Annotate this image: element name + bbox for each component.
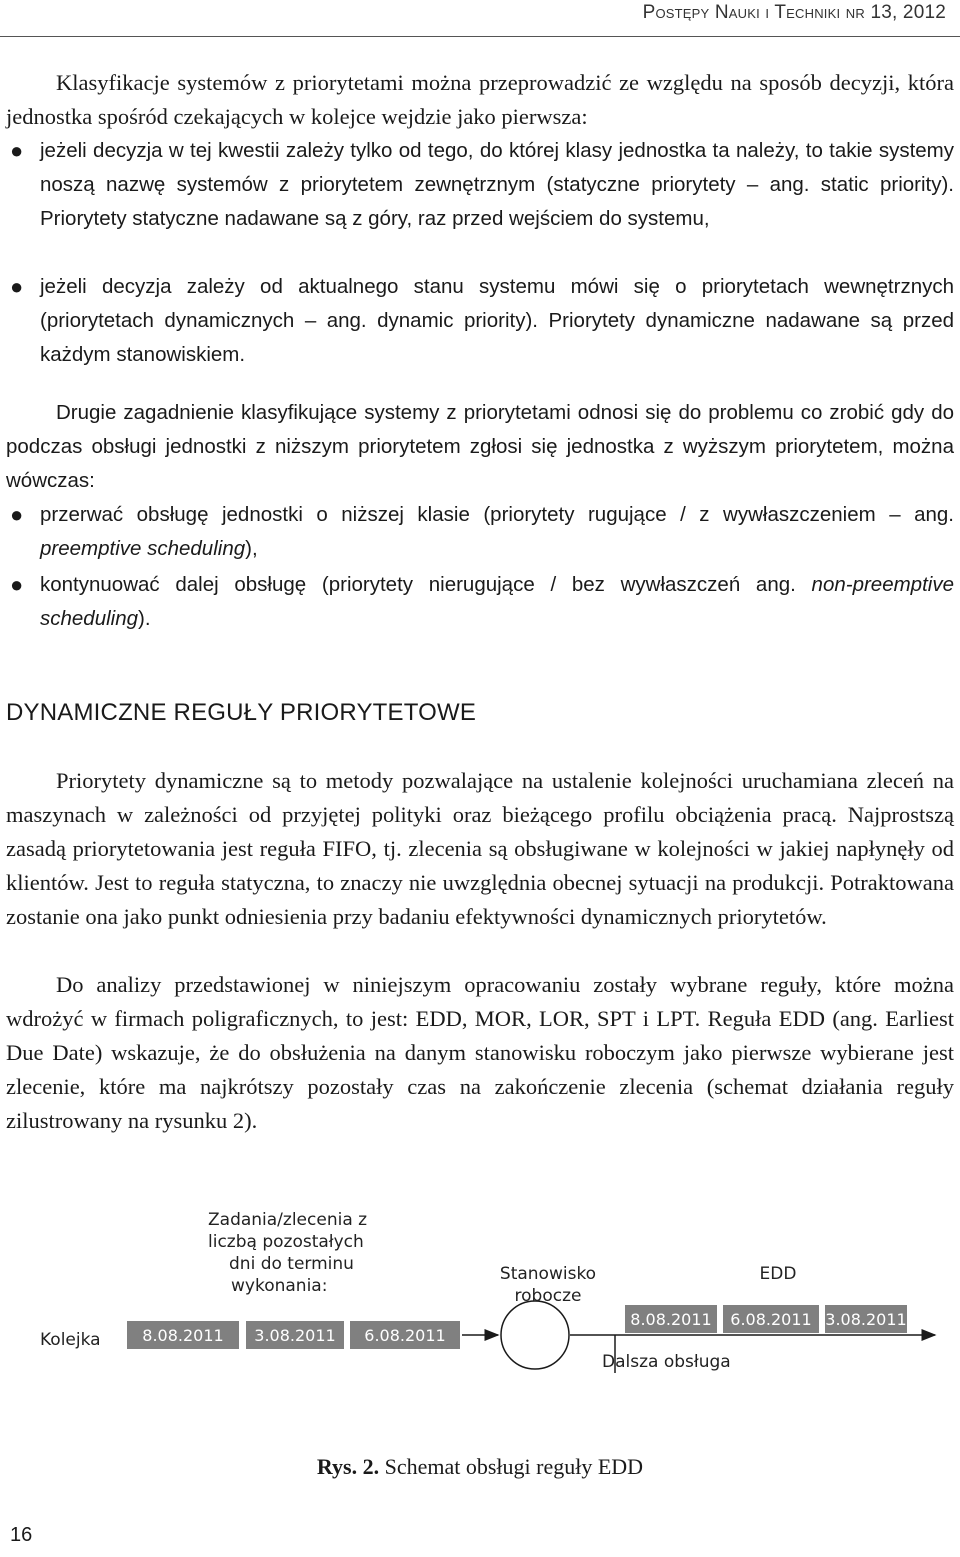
running-header: Postępy Nauki i Techniki nr 13, 2012 bbox=[642, 2, 946, 23]
edd-item-2-label: 6.08.2011 bbox=[730, 1310, 812, 1329]
tasks-label-line-3: dni do terminu bbox=[229, 1254, 354, 1274]
header-rule bbox=[0, 36, 960, 37]
tasks-label-line-4: wykonania: bbox=[231, 1276, 328, 1296]
intro-bullet-2-text: jeżeli decyzja zależy od aktualnego stanu systemu mówi się o priorytetach wewnętrznych (priorytetach dynamicznych – ang. dynamic priority). Priorytety dynamiczne nadawane są przed każdym stanowiskiem. bbox=[40, 275, 954, 366]
edd-item-2 bbox=[723, 1305, 819, 1333]
section-paragraph-1: Priorytety dynamiczne są to metody pozwalające na ustalenie kolejności uruchamiana zleceń na maszynach w zależności od przyjętej polityki oraz bieżącego profilu obciążenia pracą. Najprostszą zasadą priorytetowania jest reguła FIFO, tj. zlecenia są obsługiwane w kolejności w jakiej napłynęły od klientów. Jest to reguła statyczna, to znaczy nie uwzględnia obecnej sytuacji na produkcji. Potraktowana zostanie ona jako punkt odniesienia przy badaniu efektywności dynamicznych priorytetów. bbox=[6, 768, 954, 929]
second-bullet-2 bbox=[6, 568, 954, 636]
bullet-icon: ● bbox=[10, 138, 24, 163]
queue-item-2 bbox=[246, 1321, 344, 1349]
bullet-icon: ● bbox=[10, 502, 24, 527]
page-number: 16 bbox=[10, 1524, 33, 1546]
second-paragraph: Drugie zagadnienie klasyfikujące systemy z priorytetami odnosi się do problemu co zrobić gdy do podczas obsługi jednostki z niższym priorytetem zgłosi się jednostka z wyższym priorytetem, można wówczas: bbox=[6, 401, 954, 492]
second-bullet-1-italic: preemptive scheduling bbox=[40, 537, 246, 560]
second-bullet-2-text-a: kontynuować dalej obsługę (priorytety nierugujące / bez wywłaszczeń ang. bbox=[40, 573, 812, 596]
edd-diagram-svg bbox=[30, 1195, 950, 1395]
queue-label: Kolejka bbox=[40, 1330, 101, 1350]
station-label-line-1: Stanowisko bbox=[499, 1264, 597, 1284]
intro-bullet-2 bbox=[6, 270, 954, 372]
edd-item-1 bbox=[625, 1305, 717, 1333]
section-title: DYNAMICZNE REGUŁY PRIORYTETOWE bbox=[6, 699, 477, 726]
edd-item-3-label: 3.08.2011 bbox=[825, 1310, 907, 1329]
edd-item-1-label: 8.08.2011 bbox=[630, 1310, 712, 1329]
second-bullet-2-italic: non-preemptive scheduling bbox=[40, 573, 954, 630]
queue-item-1-label: 8.08.2011 bbox=[142, 1326, 224, 1345]
queue-item-2-label: 3.08.2011 bbox=[254, 1326, 336, 1345]
figure-caption bbox=[0, 1454, 960, 1480]
second-bullet-2-text-b: ). bbox=[138, 607, 151, 630]
queue-item-1 bbox=[127, 1321, 239, 1349]
edd-label: EDD bbox=[759, 1264, 797, 1284]
intro-bullet-1 bbox=[6, 134, 954, 236]
second-bullet-1-text-b: ), bbox=[245, 537, 258, 560]
second-bullet-1 bbox=[6, 498, 954, 566]
station-label-line-2: robocze bbox=[514, 1286, 582, 1306]
section-paragraph-2: Do analizy przedstawionej w niniejszym opracowaniu zostały wybrane reguły, które można wdrożyć w firmach poligraficznych, to jest: EDD, MOR, LOR, SPT i LPT. Reguła EDD (ang. Earliest Due Date) wskazuje, że do obsłużenia na danym stanowisku roboczym jako pierwsze wybierane jest zlecenie, które ma najkrótszy pozostały czas na zakończenie zlecenia (schemat działania reguły zilustrowany na rysunku 2). bbox=[6, 972, 954, 1133]
edd-item-3 bbox=[825, 1305, 907, 1333]
second-bullet-1-text-a: przerwać obsługę jednostki o niższej klasie (priorytety rugujące / z wywłaszczeniem – ang. bbox=[40, 503, 954, 526]
next-label: Dalsza obsługa bbox=[602, 1352, 731, 1372]
tasks-label-line-2: liczbą pozostałych bbox=[208, 1232, 364, 1252]
queue-item-3 bbox=[350, 1321, 460, 1349]
tasks-label-line-1: Zadania/zlecenia z bbox=[208, 1210, 368, 1230]
queue-item-3-label: 6.08.2011 bbox=[364, 1326, 446, 1345]
intro-bullet-1-text: jeżeli decyzja w tej kwestii zależy tylko od tego, do której klasy jednostka ta należy, to takie systemy noszą nazwę systemów z priorytetem zewnętrznym (statyczne priorytety – ang. static priority). Priorytety statyczne nadawane są z góry, raz przed wejściem do systemu, bbox=[40, 139, 954, 230]
station-circle bbox=[501, 1301, 569, 1369]
figure-caption-text: Schemat obsługi reguły EDD bbox=[379, 1454, 644, 1479]
bullet-icon: ● bbox=[10, 572, 24, 597]
bullet-icon: ● bbox=[10, 274, 24, 299]
figure-caption-label: Rys. 2. bbox=[316, 1454, 380, 1479]
intro-paragraph: Klasyfikacje systemów z priorytetami można przeprowadzić ze względu na sposób decyzji, która jednostka spośród czekających w kolejce wejdzie jako pierwsza: bbox=[6, 70, 954, 129]
edd-diagram bbox=[30, 1195, 950, 1395]
